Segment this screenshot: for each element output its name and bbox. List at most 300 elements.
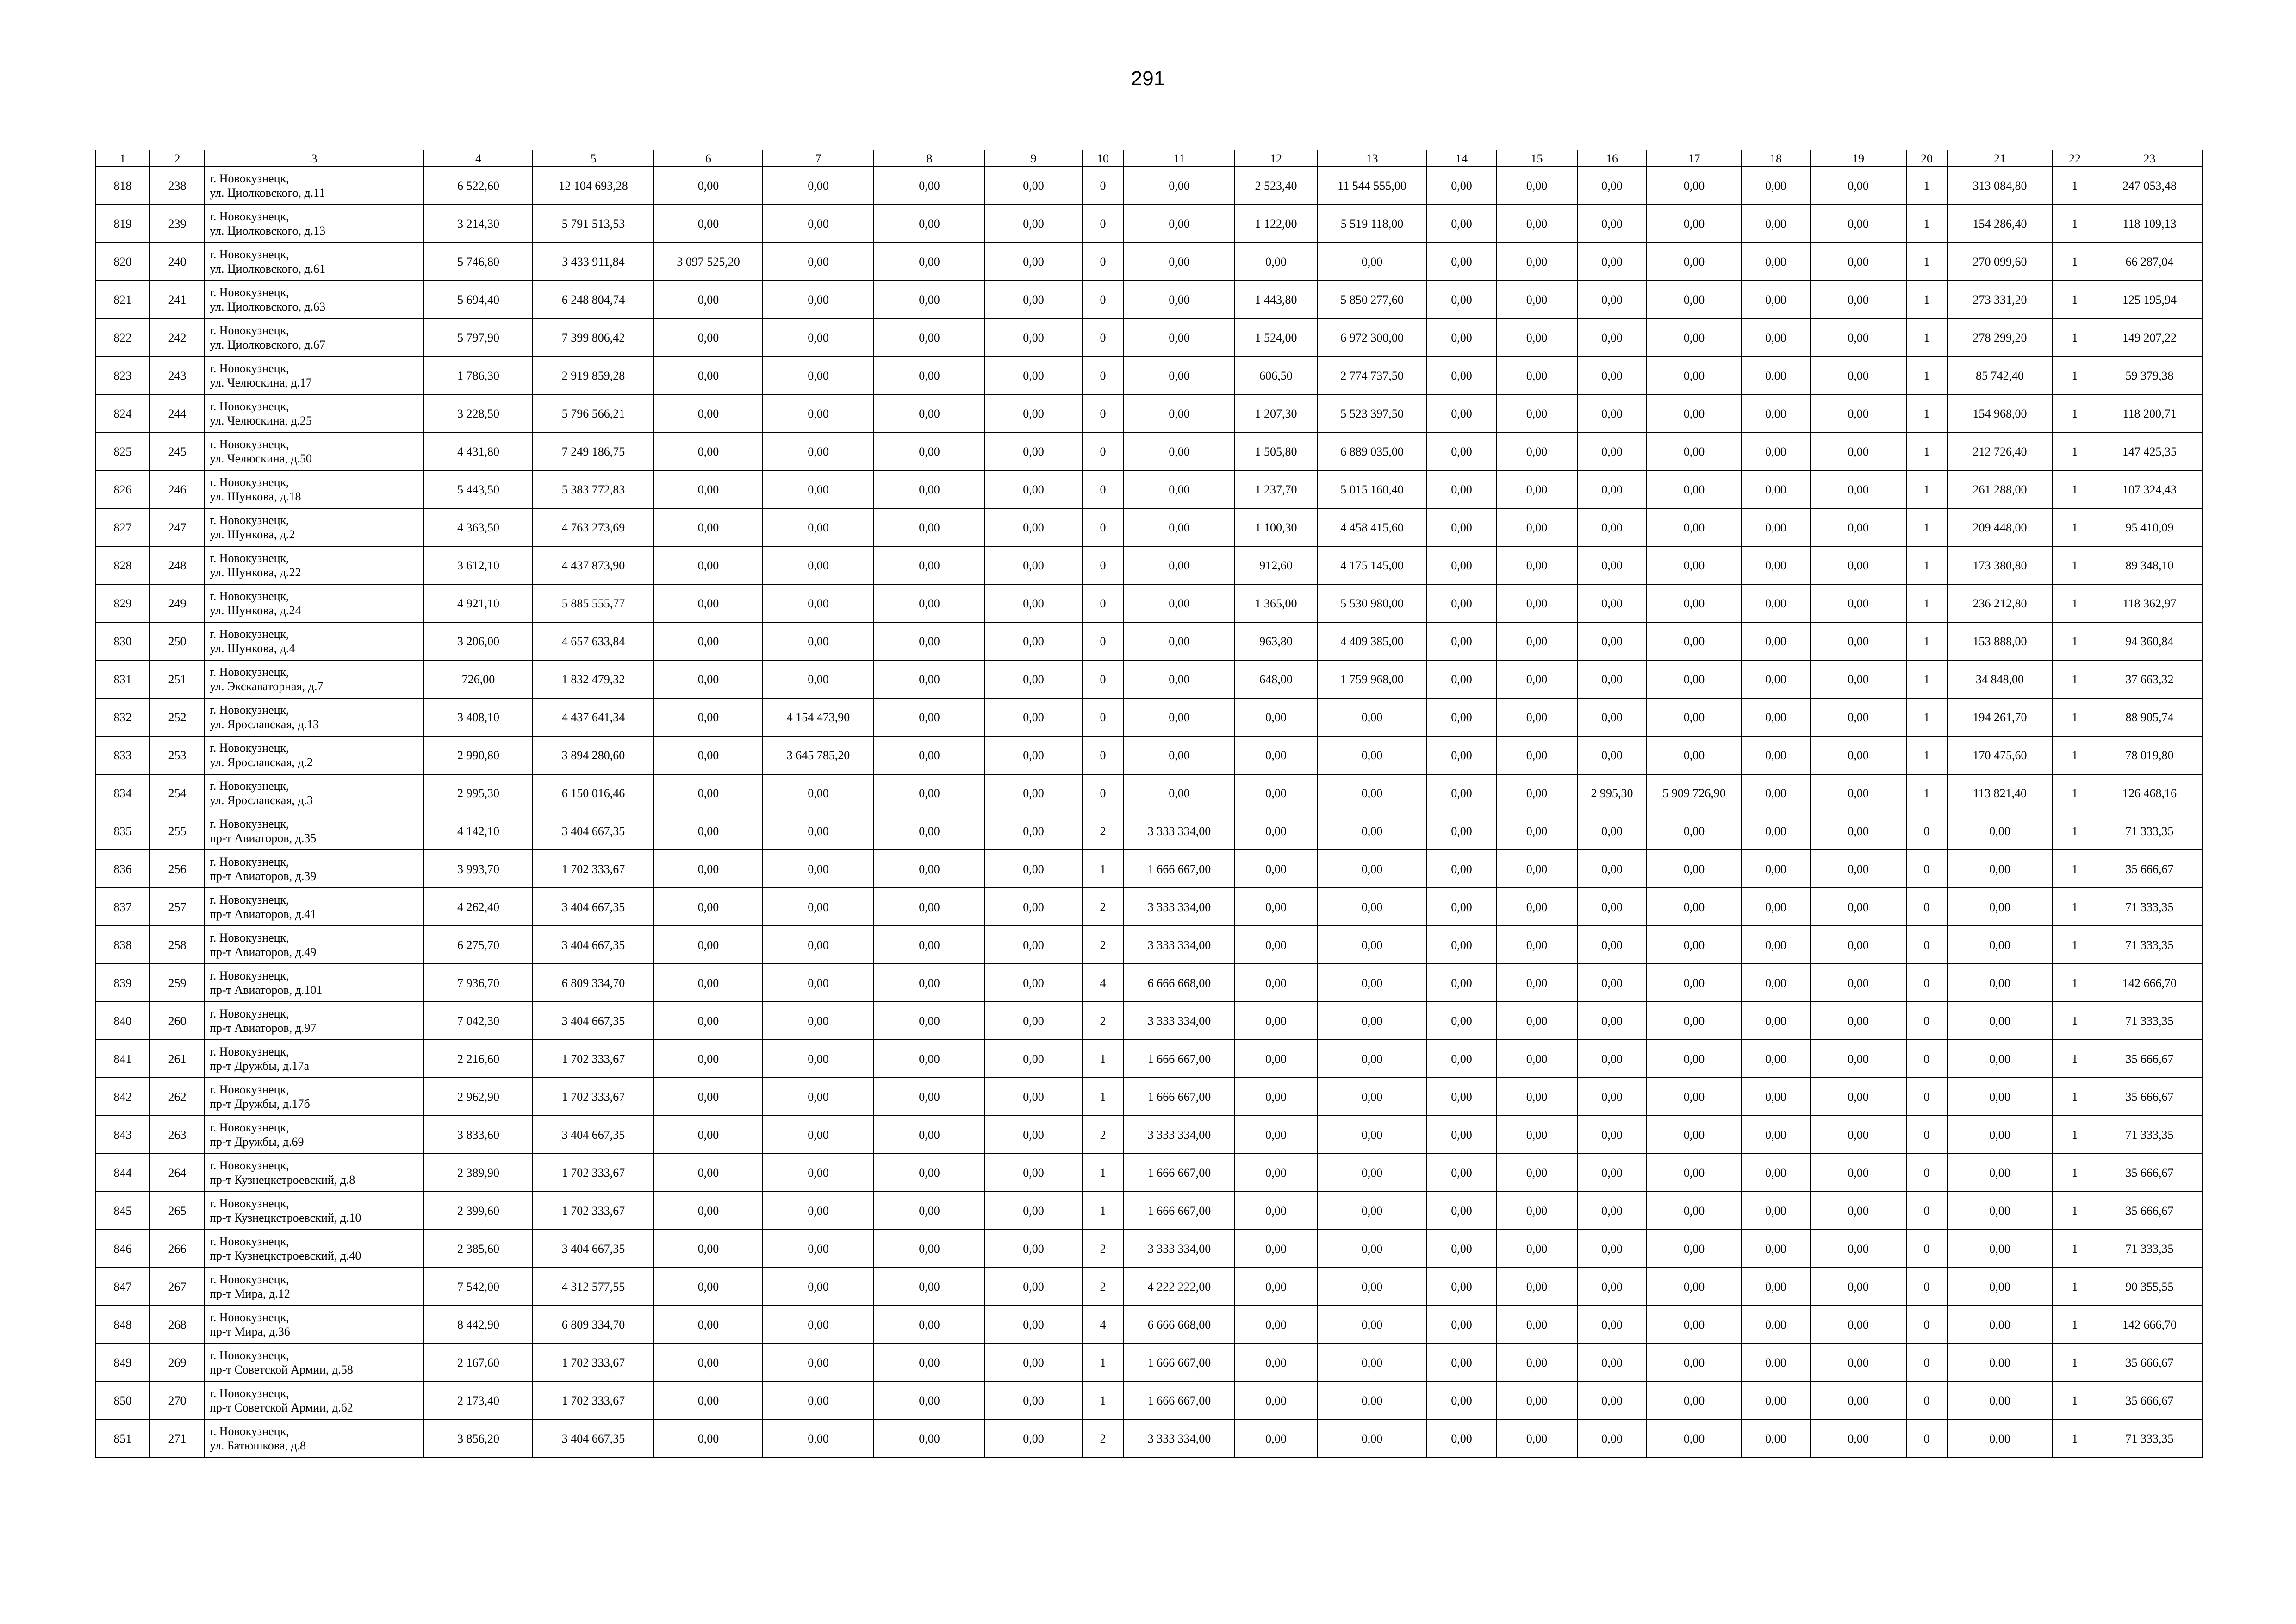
value-cell-col-5: 7 249 186,75 bbox=[533, 432, 654, 470]
value-cell-col-17: 0,00 bbox=[1647, 1040, 1742, 1078]
value-cell-col-9: 0,00 bbox=[985, 1154, 1082, 1192]
table-row bbox=[95, 356, 2202, 394]
value-cell-col-11: 3 333 334,00 bbox=[1124, 888, 1235, 926]
value-cell-col-19: 0,00 bbox=[1810, 1116, 1906, 1154]
value-cell-col-7: 0,00 bbox=[763, 546, 874, 584]
value-cell-col-16: 0,00 bbox=[1577, 1343, 1647, 1381]
column-number-row bbox=[95, 150, 2202, 167]
column-header-11: 11 bbox=[1124, 150, 1235, 167]
value-cell-col-14: 0,00 bbox=[1427, 394, 1496, 432]
value-cell-col-4: 3 833,60 bbox=[424, 1116, 533, 1154]
address-street: пр-т Советской Армии, д.58 bbox=[210, 1363, 353, 1376]
value-cell-col-12: 963,80 bbox=[1235, 622, 1317, 660]
value-cell-col-5: 3 404 667,35 bbox=[533, 1002, 654, 1040]
value-cell-col-13: 2 774 737,50 bbox=[1317, 356, 1427, 394]
value-cell-col-19: 0,00 bbox=[1810, 964, 1906, 1002]
table-row bbox=[95, 850, 2202, 888]
value-cell-col-15: 0,00 bbox=[1496, 964, 1577, 1002]
table-row bbox=[95, 926, 2202, 964]
value-cell-col-15: 0,00 bbox=[1496, 470, 1577, 508]
value-cell-col-17: 5 909 726,90 bbox=[1647, 774, 1742, 812]
value-cell-col-19: 0,00 bbox=[1810, 1040, 1906, 1078]
value-cell-col-14: 0,00 bbox=[1427, 926, 1496, 964]
address-cell bbox=[205, 1192, 424, 1230]
value-cell-col-7: 0,00 bbox=[763, 394, 874, 432]
column-header-21: 21 bbox=[1947, 150, 2053, 167]
address-street: ул. Шункова, д.22 bbox=[210, 566, 301, 579]
value-cell-col-4: 2 389,90 bbox=[424, 1154, 533, 1192]
value-cell-col-8: 0,00 bbox=[874, 812, 985, 850]
address-city: г. Новокузнецк, bbox=[210, 1235, 289, 1248]
address-city: г. Новокузнецк, bbox=[210, 172, 289, 185]
address-street: ул. Батюшкова, д.8 bbox=[210, 1439, 306, 1452]
row-number-cell: 827 bbox=[95, 508, 150, 546]
value-cell-col-15: 0,00 bbox=[1496, 1154, 1577, 1192]
value-cell-col-22: 1 bbox=[2053, 394, 2097, 432]
value-cell-col-21: 153 888,00 bbox=[1947, 622, 2053, 660]
value-cell-col-4: 726,00 bbox=[424, 660, 533, 698]
row-number-cell: 848 bbox=[95, 1305, 150, 1343]
column-header-1: 1 bbox=[95, 150, 150, 167]
row-number-cell: 841 bbox=[95, 1040, 150, 1078]
address-city: г. Новокузнецк, bbox=[210, 362, 289, 375]
value-cell-col-13: 0,00 bbox=[1317, 1305, 1427, 1343]
value-cell-col-16: 0,00 bbox=[1577, 1192, 1647, 1230]
value-cell-col-17: 0,00 bbox=[1647, 888, 1742, 926]
value-cell-col-5: 4 312 577,55 bbox=[533, 1268, 654, 1305]
table-row bbox=[95, 736, 2202, 774]
value-cell-col-19: 0,00 bbox=[1810, 926, 1906, 964]
address-city: г. Новокузнецк, bbox=[210, 210, 289, 223]
column-header-6: 6 bbox=[654, 150, 763, 167]
value-cell-col-12: 0,00 bbox=[1235, 1230, 1317, 1268]
value-cell-col-14: 0,00 bbox=[1427, 319, 1496, 356]
value-cell-col-7: 0,00 bbox=[763, 1419, 874, 1457]
local-number-cell: 242 bbox=[150, 319, 205, 356]
value-cell-col-15: 0,00 bbox=[1496, 205, 1577, 243]
value-cell-col-9: 0,00 bbox=[985, 205, 1082, 243]
value-cell-col-13: 0,00 bbox=[1317, 964, 1427, 1002]
value-cell-col-4: 3 228,50 bbox=[424, 394, 533, 432]
value-cell-col-12: 1 505,80 bbox=[1235, 432, 1317, 470]
value-cell-col-17: 0,00 bbox=[1647, 622, 1742, 660]
value-cell-col-13: 0,00 bbox=[1317, 1040, 1427, 1078]
address-city: г. Новокузнецк, bbox=[210, 400, 289, 413]
value-cell-col-11: 1 666 667,00 bbox=[1124, 850, 1235, 888]
value-cell-col-15: 0,00 bbox=[1496, 1419, 1577, 1457]
row-number-cell: 824 bbox=[95, 394, 150, 432]
address-cell bbox=[205, 508, 424, 546]
value-cell-col-18: 0,00 bbox=[1742, 736, 1810, 774]
address-cell bbox=[205, 356, 424, 394]
local-number-cell: 269 bbox=[150, 1343, 205, 1381]
table-row bbox=[95, 622, 2202, 660]
address-city: г. Новокузнецк, bbox=[210, 741, 289, 755]
value-cell-col-21: 0,00 bbox=[1947, 812, 2053, 850]
value-cell-col-23: 71 333,35 bbox=[2097, 926, 2202, 964]
address-street: ул. Шункова, д.2 bbox=[210, 528, 295, 541]
row-number-cell: 844 bbox=[95, 1154, 150, 1192]
value-cell-col-20: 1 bbox=[1906, 167, 1947, 205]
address-city: г. Новокузнецк, bbox=[210, 627, 289, 641]
value-cell-col-10: 0 bbox=[1082, 243, 1124, 281]
value-cell-col-10: 0 bbox=[1082, 470, 1124, 508]
value-cell-col-13: 0,00 bbox=[1317, 1078, 1427, 1116]
value-cell-col-22: 1 bbox=[2053, 1040, 2097, 1078]
value-cell-col-18: 0,00 bbox=[1742, 622, 1810, 660]
address-city: г. Новокузнецк, bbox=[210, 855, 289, 868]
value-cell-col-10: 0 bbox=[1082, 584, 1124, 622]
value-cell-col-18: 0,00 bbox=[1742, 926, 1810, 964]
value-cell-col-12: 0,00 bbox=[1235, 812, 1317, 850]
value-cell-col-12: 0,00 bbox=[1235, 1419, 1317, 1457]
table-row bbox=[95, 394, 2202, 432]
value-cell-col-23: 125 195,94 bbox=[2097, 281, 2202, 319]
value-cell-col-8: 0,00 bbox=[874, 1230, 985, 1268]
value-cell-col-11: 0,00 bbox=[1124, 546, 1235, 584]
value-cell-col-8: 0,00 bbox=[874, 660, 985, 698]
value-cell-col-22: 1 bbox=[2053, 1078, 2097, 1116]
value-cell-col-23: 142 666,70 bbox=[2097, 964, 2202, 1002]
address-street: пр-т Авиаторов, д.101 bbox=[210, 983, 323, 997]
value-cell-col-4: 3 214,30 bbox=[424, 205, 533, 243]
address-city: г. Новокузнецк, bbox=[210, 893, 289, 906]
value-cell-col-9: 0,00 bbox=[985, 243, 1082, 281]
value-cell-col-18: 0,00 bbox=[1742, 584, 1810, 622]
value-cell-col-20: 0 bbox=[1906, 1116, 1947, 1154]
address-city: г. Новокузнецк, bbox=[210, 779, 289, 793]
row-number-cell: 821 bbox=[95, 281, 150, 319]
value-cell-col-16: 0,00 bbox=[1577, 812, 1647, 850]
value-cell-col-19: 0,00 bbox=[1810, 1268, 1906, 1305]
value-cell-col-21: 273 331,20 bbox=[1947, 281, 2053, 319]
value-cell-col-20: 1 bbox=[1906, 774, 1947, 812]
value-cell-col-6: 0,00 bbox=[654, 584, 763, 622]
value-cell-col-14: 0,00 bbox=[1427, 356, 1496, 394]
value-cell-col-6: 0,00 bbox=[654, 167, 763, 205]
value-cell-col-19: 0,00 bbox=[1810, 1154, 1906, 1192]
value-cell-col-4: 7 042,30 bbox=[424, 1002, 533, 1040]
value-cell-col-21: 154 286,40 bbox=[1947, 205, 2053, 243]
value-cell-col-16: 0,00 bbox=[1577, 508, 1647, 546]
value-cell-col-19: 0,00 bbox=[1810, 1343, 1906, 1381]
value-cell-col-21: 0,00 bbox=[1947, 1305, 2053, 1343]
value-cell-col-16: 0,00 bbox=[1577, 167, 1647, 205]
value-cell-col-14: 0,00 bbox=[1427, 1343, 1496, 1381]
value-cell-col-23: 88 905,74 bbox=[2097, 698, 2202, 736]
value-cell-col-13: 0,00 bbox=[1317, 926, 1427, 964]
address-cell bbox=[205, 1419, 424, 1457]
value-cell-col-10: 0 bbox=[1082, 622, 1124, 660]
value-cell-col-9: 0,00 bbox=[985, 1040, 1082, 1078]
value-cell-col-19: 0,00 bbox=[1810, 660, 1906, 698]
value-cell-col-17: 0,00 bbox=[1647, 1268, 1742, 1305]
value-cell-col-13: 0,00 bbox=[1317, 1381, 1427, 1419]
value-cell-col-9: 0,00 bbox=[985, 167, 1082, 205]
value-cell-col-21: 209 448,00 bbox=[1947, 508, 2053, 546]
value-cell-col-23: 118 362,97 bbox=[2097, 584, 2202, 622]
value-cell-col-22: 1 bbox=[2053, 1116, 2097, 1154]
value-cell-col-20: 1 bbox=[1906, 281, 1947, 319]
row-number-cell: 818 bbox=[95, 167, 150, 205]
value-cell-col-14: 0,00 bbox=[1427, 432, 1496, 470]
value-cell-col-5: 5 885 555,77 bbox=[533, 584, 654, 622]
address-street: пр-т Авиаторов, д.49 bbox=[210, 945, 317, 959]
value-cell-col-8: 0,00 bbox=[874, 774, 985, 812]
value-cell-col-4: 5 797,90 bbox=[424, 319, 533, 356]
value-cell-col-20: 1 bbox=[1906, 356, 1947, 394]
value-cell-col-22: 1 bbox=[2053, 1343, 2097, 1381]
value-cell-col-20: 0 bbox=[1906, 1381, 1947, 1419]
column-header-13: 13 bbox=[1317, 150, 1427, 167]
local-number-cell: 238 bbox=[150, 167, 205, 205]
row-number-cell: 843 bbox=[95, 1116, 150, 1154]
value-cell-col-11: 6 666 668,00 bbox=[1124, 964, 1235, 1002]
value-cell-col-20: 1 bbox=[1906, 660, 1947, 698]
value-cell-col-11: 1 666 667,00 bbox=[1124, 1343, 1235, 1381]
address-city: г. Новокузнецк, bbox=[210, 1424, 289, 1438]
value-cell-col-11: 0,00 bbox=[1124, 584, 1235, 622]
value-cell-col-19: 0,00 bbox=[1810, 812, 1906, 850]
value-cell-col-20: 0 bbox=[1906, 1268, 1947, 1305]
row-number-cell: 849 bbox=[95, 1343, 150, 1381]
local-number-cell: 247 bbox=[150, 508, 205, 546]
value-cell-col-18: 0,00 bbox=[1742, 964, 1810, 1002]
value-cell-col-21: 278 299,20 bbox=[1947, 319, 2053, 356]
value-cell-col-9: 0,00 bbox=[985, 1268, 1082, 1305]
value-cell-col-5: 3 433 911,84 bbox=[533, 243, 654, 281]
row-number-cell: 823 bbox=[95, 356, 150, 394]
value-cell-col-17: 0,00 bbox=[1647, 508, 1742, 546]
value-cell-col-7: 0,00 bbox=[763, 1305, 874, 1343]
value-cell-col-10: 1 bbox=[1082, 1040, 1124, 1078]
value-cell-col-12: 0,00 bbox=[1235, 1268, 1317, 1305]
value-cell-col-6: 0,00 bbox=[654, 1230, 763, 1268]
value-cell-col-13: 5 523 397,50 bbox=[1317, 394, 1427, 432]
value-cell-col-10: 0 bbox=[1082, 508, 1124, 546]
row-number-cell: 845 bbox=[95, 1192, 150, 1230]
value-cell-col-21: 0,00 bbox=[1947, 1381, 2053, 1419]
value-cell-col-20: 0 bbox=[1906, 926, 1947, 964]
value-cell-col-12: 648,00 bbox=[1235, 660, 1317, 698]
address-cell bbox=[205, 1381, 424, 1419]
column-header-2: 2 bbox=[150, 150, 205, 167]
address-cell bbox=[205, 243, 424, 281]
value-cell-col-7: 0,00 bbox=[763, 660, 874, 698]
value-cell-col-22: 1 bbox=[2053, 812, 2097, 850]
value-cell-col-15: 0,00 bbox=[1496, 508, 1577, 546]
value-cell-col-22: 1 bbox=[2053, 926, 2097, 964]
value-cell-col-9: 0,00 bbox=[985, 660, 1082, 698]
address-street: ул. Циолковского, д.13 bbox=[210, 224, 326, 237]
value-cell-col-16: 0,00 bbox=[1577, 1154, 1647, 1192]
column-header-20: 20 bbox=[1906, 150, 1947, 167]
value-cell-col-20: 0 bbox=[1906, 1002, 1947, 1040]
table-row bbox=[95, 774, 2202, 812]
value-cell-col-9: 0,00 bbox=[985, 888, 1082, 926]
table-row bbox=[95, 1381, 2202, 1419]
value-cell-col-21: 0,00 bbox=[1947, 850, 2053, 888]
value-cell-col-7: 0,00 bbox=[763, 926, 874, 964]
value-cell-col-8: 0,00 bbox=[874, 1078, 985, 1116]
value-cell-col-11: 3 333 334,00 bbox=[1124, 1116, 1235, 1154]
value-cell-col-15: 0,00 bbox=[1496, 698, 1577, 736]
address-cell bbox=[205, 167, 424, 205]
value-cell-col-5: 4 657 633,84 bbox=[533, 622, 654, 660]
local-number-cell: 262 bbox=[150, 1078, 205, 1116]
value-cell-col-14: 0,00 bbox=[1427, 584, 1496, 622]
value-cell-col-8: 0,00 bbox=[874, 1154, 985, 1192]
value-cell-col-22: 1 bbox=[2053, 1002, 2097, 1040]
value-cell-col-23: 35 666,67 bbox=[2097, 1078, 2202, 1116]
address-street: ул. Экскаваторная, д.7 bbox=[210, 680, 324, 693]
address-cell bbox=[205, 470, 424, 508]
value-cell-col-9: 0,00 bbox=[985, 1002, 1082, 1040]
value-cell-col-13: 0,00 bbox=[1317, 736, 1427, 774]
address-city: г. Новокузнецк, bbox=[210, 1083, 289, 1096]
value-cell-col-10: 2 bbox=[1082, 926, 1124, 964]
value-cell-col-12: 2 523,40 bbox=[1235, 167, 1317, 205]
value-cell-col-17: 0,00 bbox=[1647, 660, 1742, 698]
value-cell-col-11: 1 666 667,00 bbox=[1124, 1154, 1235, 1192]
table-row bbox=[95, 205, 2202, 243]
value-cell-col-17: 0,00 bbox=[1647, 736, 1742, 774]
value-cell-col-12: 0,00 bbox=[1235, 1343, 1317, 1381]
value-cell-col-16: 0,00 bbox=[1577, 964, 1647, 1002]
row-number-cell: 819 bbox=[95, 205, 150, 243]
value-cell-col-6: 0,00 bbox=[654, 888, 763, 926]
address-street: ул. Шункова, д.4 bbox=[210, 642, 295, 655]
value-cell-col-6: 0,00 bbox=[654, 1002, 763, 1040]
table-row bbox=[95, 508, 2202, 546]
value-cell-col-15: 0,00 bbox=[1496, 812, 1577, 850]
value-cell-col-7: 0,00 bbox=[763, 1078, 874, 1116]
value-cell-col-17: 0,00 bbox=[1647, 1230, 1742, 1268]
column-header-10: 10 bbox=[1082, 150, 1124, 167]
value-cell-col-7: 0,00 bbox=[763, 1343, 874, 1381]
value-cell-col-11: 3 333 334,00 bbox=[1124, 1230, 1235, 1268]
local-number-cell: 265 bbox=[150, 1192, 205, 1230]
value-cell-col-21: 0,00 bbox=[1947, 1268, 2053, 1305]
value-cell-col-12: 0,00 bbox=[1235, 1192, 1317, 1230]
value-cell-col-23: 71 333,35 bbox=[2097, 888, 2202, 926]
column-header-12: 12 bbox=[1235, 150, 1317, 167]
value-cell-col-19: 0,00 bbox=[1810, 281, 1906, 319]
value-cell-col-19: 0,00 bbox=[1810, 508, 1906, 546]
value-cell-col-16: 0,00 bbox=[1577, 1268, 1647, 1305]
value-cell-col-4: 8 442,90 bbox=[424, 1305, 533, 1343]
value-cell-col-22: 1 bbox=[2053, 1305, 2097, 1343]
value-cell-col-13: 5 519 118,00 bbox=[1317, 205, 1427, 243]
value-cell-col-4: 4 363,50 bbox=[424, 508, 533, 546]
value-cell-col-16: 0,00 bbox=[1577, 432, 1647, 470]
table-row bbox=[95, 698, 2202, 736]
address-city: г. Новокузнецк, bbox=[210, 1273, 289, 1286]
value-cell-col-18: 0,00 bbox=[1742, 1305, 1810, 1343]
value-cell-col-12: 1 365,00 bbox=[1235, 584, 1317, 622]
value-cell-col-11: 0,00 bbox=[1124, 774, 1235, 812]
value-cell-col-12: 0,00 bbox=[1235, 1154, 1317, 1192]
value-cell-col-6: 0,00 bbox=[654, 1419, 763, 1457]
value-cell-col-17: 0,00 bbox=[1647, 281, 1742, 319]
value-cell-col-13: 5 530 980,00 bbox=[1317, 584, 1427, 622]
row-number-cell: 830 bbox=[95, 622, 150, 660]
value-cell-col-14: 0,00 bbox=[1427, 167, 1496, 205]
address-city: г. Новокузнецк, bbox=[210, 437, 289, 451]
value-cell-col-13: 0,00 bbox=[1317, 1116, 1427, 1154]
value-cell-col-9: 0,00 bbox=[985, 622, 1082, 660]
value-cell-col-4: 2 990,80 bbox=[424, 736, 533, 774]
value-cell-col-17: 0,00 bbox=[1647, 319, 1742, 356]
value-cell-col-19: 0,00 bbox=[1810, 432, 1906, 470]
address-city: г. Новокузнецк, bbox=[210, 475, 289, 489]
value-cell-col-9: 0,00 bbox=[985, 926, 1082, 964]
value-cell-col-8: 0,00 bbox=[874, 205, 985, 243]
table-row bbox=[95, 1305, 2202, 1343]
value-cell-col-17: 0,00 bbox=[1647, 394, 1742, 432]
local-number-cell: 264 bbox=[150, 1154, 205, 1192]
value-cell-col-20: 0 bbox=[1906, 850, 1947, 888]
value-cell-col-13: 4 409 385,00 bbox=[1317, 622, 1427, 660]
value-cell-col-17: 0,00 bbox=[1647, 1192, 1742, 1230]
value-cell-col-8: 0,00 bbox=[874, 964, 985, 1002]
value-cell-col-16: 0,00 bbox=[1577, 356, 1647, 394]
value-cell-col-14: 0,00 bbox=[1427, 1154, 1496, 1192]
value-cell-col-18: 0,00 bbox=[1742, 812, 1810, 850]
value-cell-col-22: 1 bbox=[2053, 1381, 2097, 1419]
value-cell-col-8: 0,00 bbox=[874, 1116, 985, 1154]
value-cell-col-21: 0,00 bbox=[1947, 1230, 2053, 1268]
value-cell-col-17: 0,00 bbox=[1647, 1154, 1742, 1192]
value-cell-col-7: 4 154 473,90 bbox=[763, 698, 874, 736]
local-number-cell: 266 bbox=[150, 1230, 205, 1268]
value-cell-col-12: 0,00 bbox=[1235, 698, 1317, 736]
value-cell-col-11: 0,00 bbox=[1124, 660, 1235, 698]
value-cell-col-14: 0,00 bbox=[1427, 964, 1496, 1002]
value-cell-col-15: 0,00 bbox=[1496, 1230, 1577, 1268]
value-cell-col-20: 0 bbox=[1906, 1192, 1947, 1230]
value-cell-col-7: 0,00 bbox=[763, 1192, 874, 1230]
value-cell-col-16: 0,00 bbox=[1577, 1419, 1647, 1457]
value-cell-col-22: 1 bbox=[2053, 1192, 2097, 1230]
value-cell-col-20: 0 bbox=[1906, 1419, 1947, 1457]
column-header-16: 16 bbox=[1577, 150, 1647, 167]
value-cell-col-21: 0,00 bbox=[1947, 1192, 2053, 1230]
address-street: ул. Шункова, д.18 bbox=[210, 490, 301, 503]
local-number-cell: 250 bbox=[150, 622, 205, 660]
address-cell bbox=[205, 584, 424, 622]
value-cell-col-17: 0,00 bbox=[1647, 1419, 1742, 1457]
value-cell-col-8: 0,00 bbox=[874, 1419, 985, 1457]
value-cell-col-16: 0,00 bbox=[1577, 1040, 1647, 1078]
value-cell-col-11: 0,00 bbox=[1124, 698, 1235, 736]
value-cell-col-6: 0,00 bbox=[654, 319, 763, 356]
value-cell-col-7: 0,00 bbox=[763, 319, 874, 356]
address-cell bbox=[205, 926, 424, 964]
address-street: пр-т Дружбы, д.69 bbox=[210, 1135, 304, 1149]
value-cell-col-8: 0,00 bbox=[874, 167, 985, 205]
value-cell-col-21: 261 288,00 bbox=[1947, 470, 2053, 508]
value-cell-col-16: 0,00 bbox=[1577, 660, 1647, 698]
local-number-cell: 248 bbox=[150, 546, 205, 584]
address-city: г. Новокузнецк, bbox=[210, 1311, 289, 1324]
value-cell-col-10: 1 bbox=[1082, 850, 1124, 888]
value-cell-col-7: 0,00 bbox=[763, 888, 874, 926]
value-cell-col-16: 0,00 bbox=[1577, 1230, 1647, 1268]
address-cell bbox=[205, 1078, 424, 1116]
table-row bbox=[95, 1192, 2202, 1230]
row-number-cell: 837 bbox=[95, 888, 150, 926]
